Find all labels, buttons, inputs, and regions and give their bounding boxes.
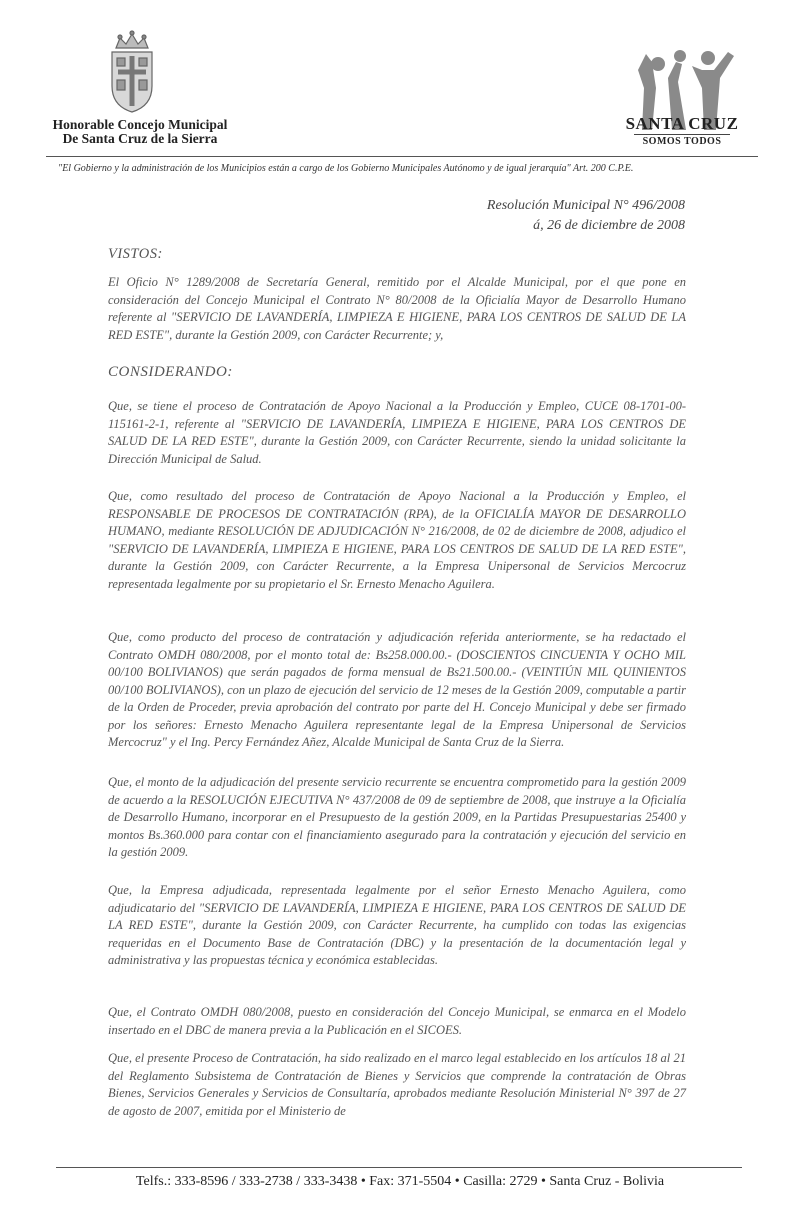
body-paragraph: El Oficio N° 1289/2008 de Secretaría General, remitido por el Alcalde Municipal, por el que pone en consideración del Concejo Municipal el Contrato N° 80/2008 de la Oficialía Mayor de Desarrollo Humano referente al "SERVICIO DE LAVANDERÍA, LIMPIEZA E HIGIENE, PARA LOS CENTROS DE SALUD DE LA RED ESTE", durante la Gestión 2009, con Carácter Recurrente; y, [108, 275, 686, 342]
council-name-line2: De Santa Cruz de la Sierra [62, 131, 218, 146]
body-paragraph: Que, se tiene el proceso de Contratación de Apoyo Nacional a la Producción y Empleo, CUCE 08-1701-00-115161-2-1, referente al "SERVICIO DE LAVANDERÍA, LIMPIEZA E HIGIENE, PARA LOS CENTROS DE SALUD DE LA RED ESTE", durante la Gestión 2009, con Carácter Recurrente, siendo la unidad solicitante la Dirección Municipal de Salud. [108, 399, 686, 466]
body-paragraph: Que, el monto de la adjudicación del presente servicio recurrente se encuentra comprometido para la gestión 2009 de acuerdo a la RESOLUCIÓN EJECUTIVA N° 437/2008 de 09 de septiembre de 2008, que instruye a la Oficialía de Desarrollo Humano, incorporar en el Presupuesto de la gestión 2009, en la Partidas Presupuestarias 25400 y montos Bs.360.000 para contar con el financiamiento asegurado para la contratación y ejecución del servicio en la gestión 2009. [108, 775, 686, 859]
santa-cruz-logo-text [620, 115, 744, 147]
coat-of-arms-icon [104, 28, 160, 116]
council-name [40, 118, 240, 146]
body-paragraph: Que, el presente Proceso de Contratación, ha sido realizado en el marco legal establecido en los artículos 18 al 21 del Reglamento Subsistema de Contratación de Bienes y Servicios que comprende la contratación de Obras Bienes, Servicios Generales y Servicios de Consultaría, aprobados mediante Resolución Ministerial N° 397 de 27 de agosto de 2007, emitida por el Ministerio de [108, 1051, 686, 1118]
vistos-heading: VISTOS: [108, 246, 163, 262]
logo-tagline: SOMOS TODOS [634, 134, 730, 147]
footer-contact: Telfs.: 333-8596 / 333-2738 / 333-3438 • Fax: 371-5504 • Casilla: 2729 • Santa Cruz - Bolivia [135, 1174, 665, 1189]
footer-divider [56, 1167, 742, 1168]
body-paragraph: Que, como producto del proceso de contratación y adjudicación referida anteriormente, se ha redactado el Contrato OMDH 080/2008, por el monto total de: Bs258.000.00.- (DOSCIENTOS CINCUENTA Y OCHO MIL 00/100 BOLIVIANOS) que serán pagados de forma mensual de Bs21.500.00.- (VEINTIÚN MIL QUINIENTOS 00/100 BOLIVIANOS), con un plazo de ejecución del servicio de 12 meses de la Gestión 2009, computable a partir de la Orden de Proceder, previa aprobación del contrato por parte del H. Concejo Municipal y debe ser firmado por los señores: Ernesto Menacho Aguilera representante legal de la Empresa Unipersonal de Servicios Mercocruz" y el Ing. Percy Fernández Añez, Alcalde Municipal de Santa Cruz de la Sierra. [108, 630, 686, 749]
resolution-date: á, 26 de diciembre de 2008 [533, 218, 685, 233]
constitution-quote: "El Gobierno y la administración de los Municipios están a cargo de los Gobierno Municipales Autónomo y de igual jerarquía" Art. 200 C.P.E. [58, 163, 634, 174]
resolution-block [487, 196, 685, 236]
body-paragraph: Que, la Empresa adjudicada, representada legalmente por el señor Ernesto Menacho Aguilera, como adjudicatario del "SERVICIO DE LAVANDERÍA, LIMPIEZA E HIGIENE, PARA LOS CENTROS DE SALUD DE LA RED ESTE", durante la Gestión 2009, con Carácter Recurrente, ha cumplido con todas las exigencias requeridas en el Documento Base de Contratación (DBC) y la presentación de la documentación legal y administrativa y las propuestas técnica y económica establecidas. [108, 883, 686, 967]
council-name-line1: Honorable Concejo Municipal [52, 117, 228, 132]
body-paragraph: Que, el Contrato OMDH 080/2008, puesto en consideración del Concejo Municipal, se enmarca en el Modelo insertado en el DBC de manera previa a la Publicación en el SICOES. [108, 1005, 686, 1037]
resolution-number: Resolución Municipal N° 496/2008 [486, 198, 685, 213]
considerando-heading: CONSIDERANDO: [108, 364, 233, 380]
header-divider [46, 156, 758, 157]
body-paragraph: Que, como resultado del proceso de Contratación de Apoyo Nacional a la Producción y Empleo, el RESPONSABLE DE PROCESOS DE CONTRATACIÓN (RPA), de la OFICIALÍA MAYOR DE DESARROLLO HUMANO, mediante RESOLUCIÓN DE ADJUDICACIÓN N° 216/2008, de 02 de diciembre de 2008, adjudico el "SERVICIO DE LAVANDERÍA, LIMPIEZA E HIGIENE, PARA LOS CENTROS DE SALUD DE LA RED ESTE", durante la Gestión 2009, con Carácter Recurrente, a la Empresa Unipersonal de Servicios Mercocruz representada legalmente por su propietario el Sr. Ernesto Menacho Aguilera. [108, 489, 686, 591]
logo-name: SANTA CRUZ [625, 114, 739, 133]
